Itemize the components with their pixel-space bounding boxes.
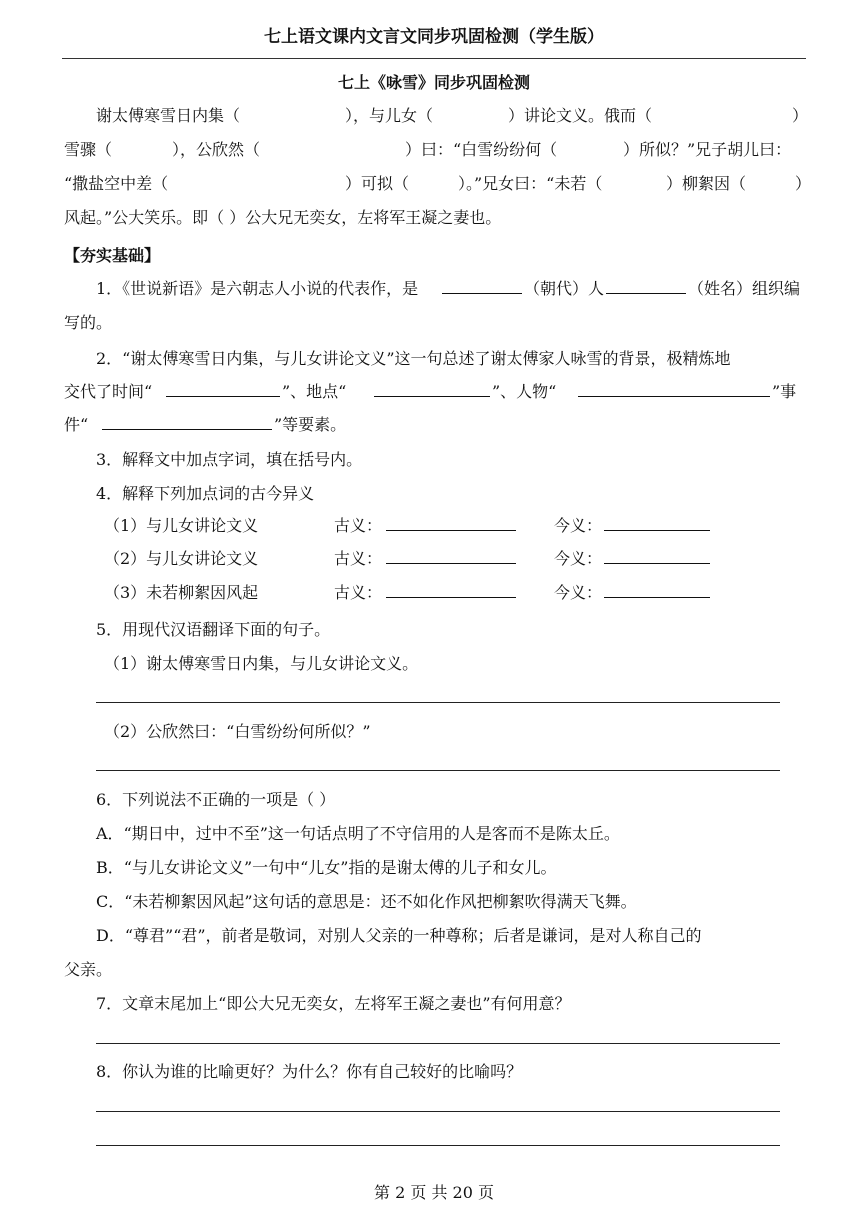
q4-item-3-gu-blank[interactable] xyxy=(386,597,516,598)
q1-text-b: （朝代）人 xyxy=(524,279,605,298)
passage-l3-e: ） xyxy=(795,174,812,193)
q4-item-1-gu-label: 古义： xyxy=(334,516,383,535)
q4-stem: 4．解释下列加点词的古今异义 xyxy=(96,484,315,503)
header-rule xyxy=(62,58,806,59)
passage-l3-b: ）可拟（ xyxy=(345,174,410,193)
q4-item-1: （1）与儿女讲论文义 xyxy=(104,516,259,535)
q2-text-b1: 交代了时间“ xyxy=(64,382,153,401)
q2-blank-time[interactable] xyxy=(166,396,280,397)
q6-option-b[interactable]: B．“与儿女讲论文义”一句中“儿女”指的是谢太傅的儿子和女儿。 xyxy=(96,858,557,877)
q8-text: 8．你认为谁的比喻更好？为什么？你有自己较好的比喻吗？ xyxy=(96,1062,523,1081)
q4-item-3-gu-label: 古义： xyxy=(334,583,383,602)
q3-text: 3．解释文中加点字词，填在括号内。 xyxy=(96,450,363,469)
q4-item-1-jin-label: 今义： xyxy=(554,516,603,535)
q2-text-a: 2．“谢太傅寒雪日内集，与儿女讲论文义”这一句总述了谢太傅家人咏雪的背景，极精炼地 xyxy=(96,349,731,368)
q2-text-c1: 件“ xyxy=(64,415,89,434)
q4-item-3-jin-blank[interactable] xyxy=(604,597,710,598)
passage-l3-a: “撒盐空中差（ xyxy=(64,174,169,193)
passage-l1-c: ）讲论文义。俄而（ xyxy=(508,106,653,125)
q2-blank-people[interactable] xyxy=(578,396,770,397)
q7-answer-line[interactable] xyxy=(96,1043,780,1044)
section-heading: 【夯实基础】 xyxy=(64,246,161,265)
q1-text-c: （姓名）组织编 xyxy=(688,279,801,298)
passage-l2-b: ），公欣然（ xyxy=(172,140,261,159)
passage-l2-c: ）曰：“白雪纷纷何（ xyxy=(405,140,558,159)
q6-option-d[interactable]: D．“尊君”“君”，前者是敬词，对别人父亲的一种尊称；后者是谦词，是对人称自己的 xyxy=(96,926,702,945)
passage-l3-d: ）柳絮因（ xyxy=(666,174,747,193)
passage-l1-a: 谢太傅寒雪日内集（ xyxy=(96,106,241,125)
q4-item-2-jin-blank[interactable] xyxy=(604,563,710,564)
q6-stem: 6．下列说法不正确的一项是（ ） xyxy=(96,790,336,809)
q2-blank-place[interactable] xyxy=(374,396,490,397)
q4-item-2-jin-label: 今义： xyxy=(554,549,603,568)
q6-option-d-cont: 父亲。 xyxy=(64,960,113,979)
q4-item-2-gu-blank[interactable] xyxy=(386,563,516,564)
passage-l1-b: ），与儿女（ xyxy=(345,106,434,125)
lesson-title: 七上《咏雪》同步巩固检测 xyxy=(337,73,530,92)
q6-option-c[interactable]: C．“未若柳絮因风起”这句话的意思是：还不如化作风把柳絮吹得满天飞舞。 xyxy=(96,892,637,911)
q2-blank-event[interactable] xyxy=(102,429,272,430)
document-header: 七上语文课内文言文同步巩固检测（学生版） xyxy=(264,27,604,47)
q1-text-a: 1．《世说新语》是六朝志人小说的代表作，是 xyxy=(96,279,419,298)
q4-item-3-jin-label: 今义： xyxy=(554,583,603,602)
q5-answer-line-2[interactable] xyxy=(96,770,780,771)
q4-item-2-gu-label: 古义： xyxy=(334,549,383,568)
q4-item-3: （3）未若柳絮因风起 xyxy=(104,583,259,602)
q2-text-b4: ”事 xyxy=(772,382,797,401)
q2-text-b2: ”、地点“ xyxy=(282,382,347,401)
q4-item-1-jin-blank[interactable] xyxy=(604,530,710,531)
q8-answer-line-2[interactable] xyxy=(96,1145,780,1146)
q5-sentence-1: （1）谢太傅寒雪日内集，与儿女讲论文义。 xyxy=(104,654,419,673)
q5-sentence-2: （2）公欣然曰：“白雪纷纷何所似？” xyxy=(104,722,371,741)
q2-text-c2: ”等要素。 xyxy=(274,415,347,434)
q4-item-2: （2）与儿女讲论文义 xyxy=(104,549,259,568)
q2-text-b3: ”、人物“ xyxy=(492,382,557,401)
q8-answer-line-1[interactable] xyxy=(96,1111,780,1112)
page-number: 第 2 页 共 20 页 xyxy=(374,1183,494,1202)
q4-item-1-gu-blank[interactable] xyxy=(386,530,516,531)
q6-option-a[interactable]: A．“期日中，过中不至”这一句话点明了不守信用的人是客而不是陈太丘。 xyxy=(96,824,620,843)
q1-text-d: 写的。 xyxy=(64,313,113,332)
passage-l2-a: 雪骤（ xyxy=(64,140,113,159)
q1-blank-name[interactable] xyxy=(606,293,686,294)
q7-text: 7．文章末尾加上“即公大兄无奕女，左将军王凝之妻也”有何用意？ xyxy=(96,994,571,1013)
q5-stem: 5．用现代汉语翻译下面的句子。 xyxy=(96,620,331,639)
q1-blank-dynasty[interactable] xyxy=(442,293,522,294)
passage-l2-d: ）所似？”兄子胡儿曰： xyxy=(623,140,792,159)
passage-l4: 风起。”公大笑乐。即（ ）公大兄无奕女，左将军王凝之妻也。 xyxy=(64,208,502,227)
q5-answer-line-1[interactable] xyxy=(96,702,780,703)
passage-l1-d: ） xyxy=(792,106,809,125)
passage-l3-c: ）。”兄女曰：“未若（ xyxy=(458,174,603,193)
